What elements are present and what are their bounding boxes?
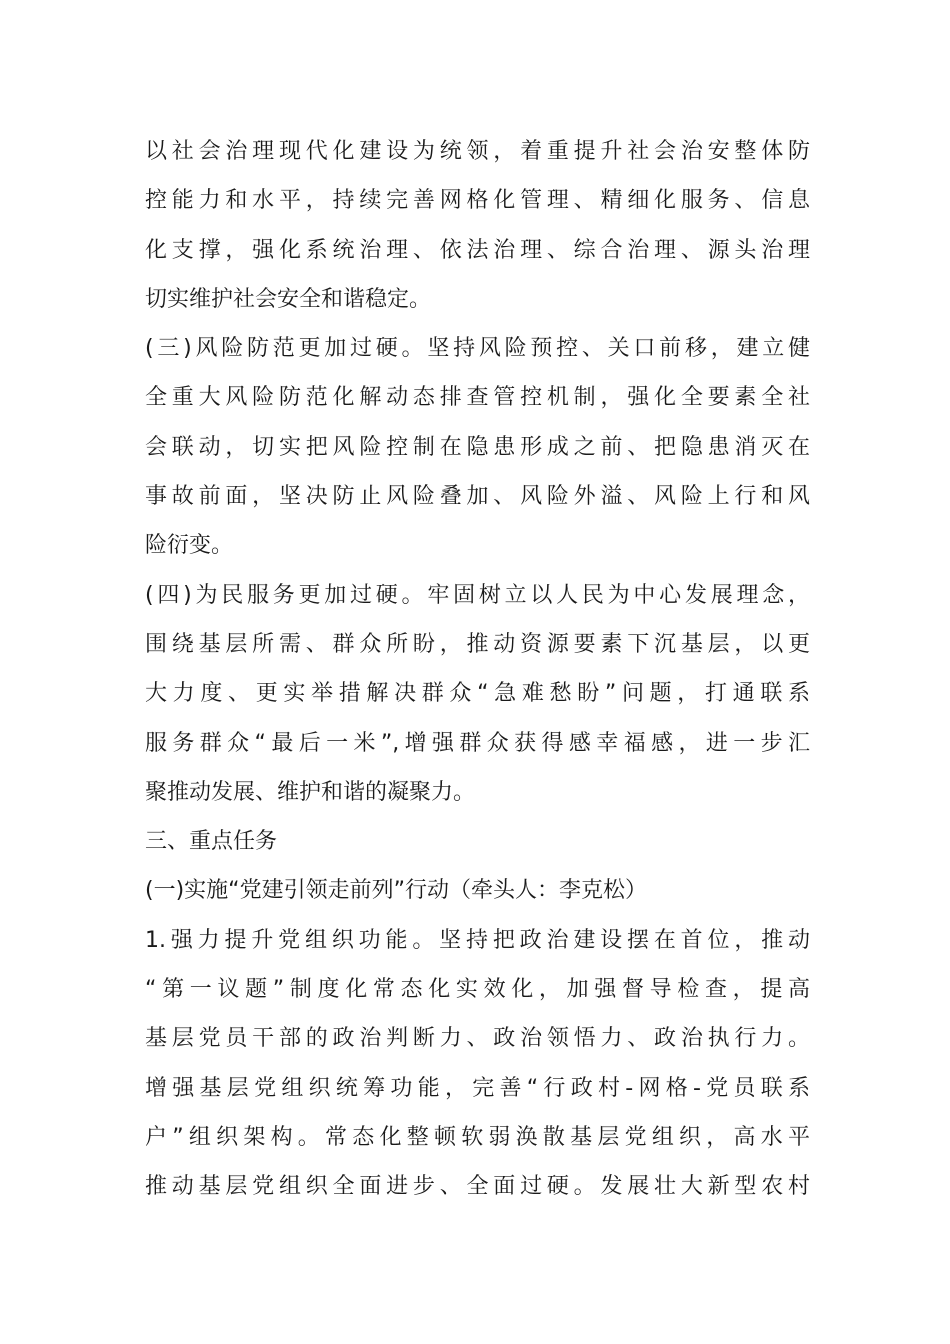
document-body [145,127,810,1212]
text-line: “第一议题”制度化常态化实效化，加强督导检查，提高 [145,977,810,1003]
text-line: 以社会治理现代化建设为统领，着重提升社会治安整体防 [145,139,810,164]
chapter-heading: 三、重点任务 [145,829,278,855]
numbered-item-line: 1.强力提升党组织功能。坚持把政治建设摆在首位，推动 [145,927,810,953]
section-heading-line: (四)为民服务更加过硬。牢固树立以人民为中心发展理念， [145,582,810,608]
text-line: 事故前面，坚决防止风险叠加、风险外溢、风险上行和风 [145,484,810,510]
section-heading-line: (三)风险防范更加过硬。坚持风险预控、关口前移，建立健 [145,336,810,362]
text-line: 围绕基层所需、群众所盼，推动资源要素下沉基层，以更 [145,631,810,657]
text-line: 切实维护社会安全和谐稳定。 [145,286,432,312]
text-line: 化支撑，强化系统治理、依法治理、综合治理、源头治理 [145,237,810,263]
text-line: 险衍变。 [145,533,234,559]
text-line: 推动基层党组织全面进步、全面过硬。发展壮大新型农村 [145,1174,810,1200]
text-line: 服务群众“最后一米”,增强群众获得感幸福感，进一步汇 [145,730,810,756]
text-line: 全重大风险防范化解动态排查管控机制，强化全要素全社 [145,385,810,411]
text-line: 会联动，切实把风险控制在隐患形成之前、把隐患消灭在 [145,434,810,460]
text-line: 控能力和水平，持续完善网格化管理、精细化服务、信息 [145,188,810,214]
subsection-heading: (一)实施“党建引领走前列”行动（牵头人：李克松） [145,878,647,904]
text-line: 增强基层党组织统筹功能，完善“行政村-网格-党员联系 [145,1075,810,1101]
text-line: 大力度、更实举措解决群众“急难愁盼”问题，打通联系 [145,681,810,707]
text-line: 户”组织架构。常态化整顿软弱涣散基层党组织，高水平 [145,1124,810,1150]
text-line: 聚推动发展、维护和谐的凝聚力。 [145,779,476,805]
text-line: 基层党员干部的政治判断力、政治领悟力、政治执行力。 [145,1026,810,1052]
